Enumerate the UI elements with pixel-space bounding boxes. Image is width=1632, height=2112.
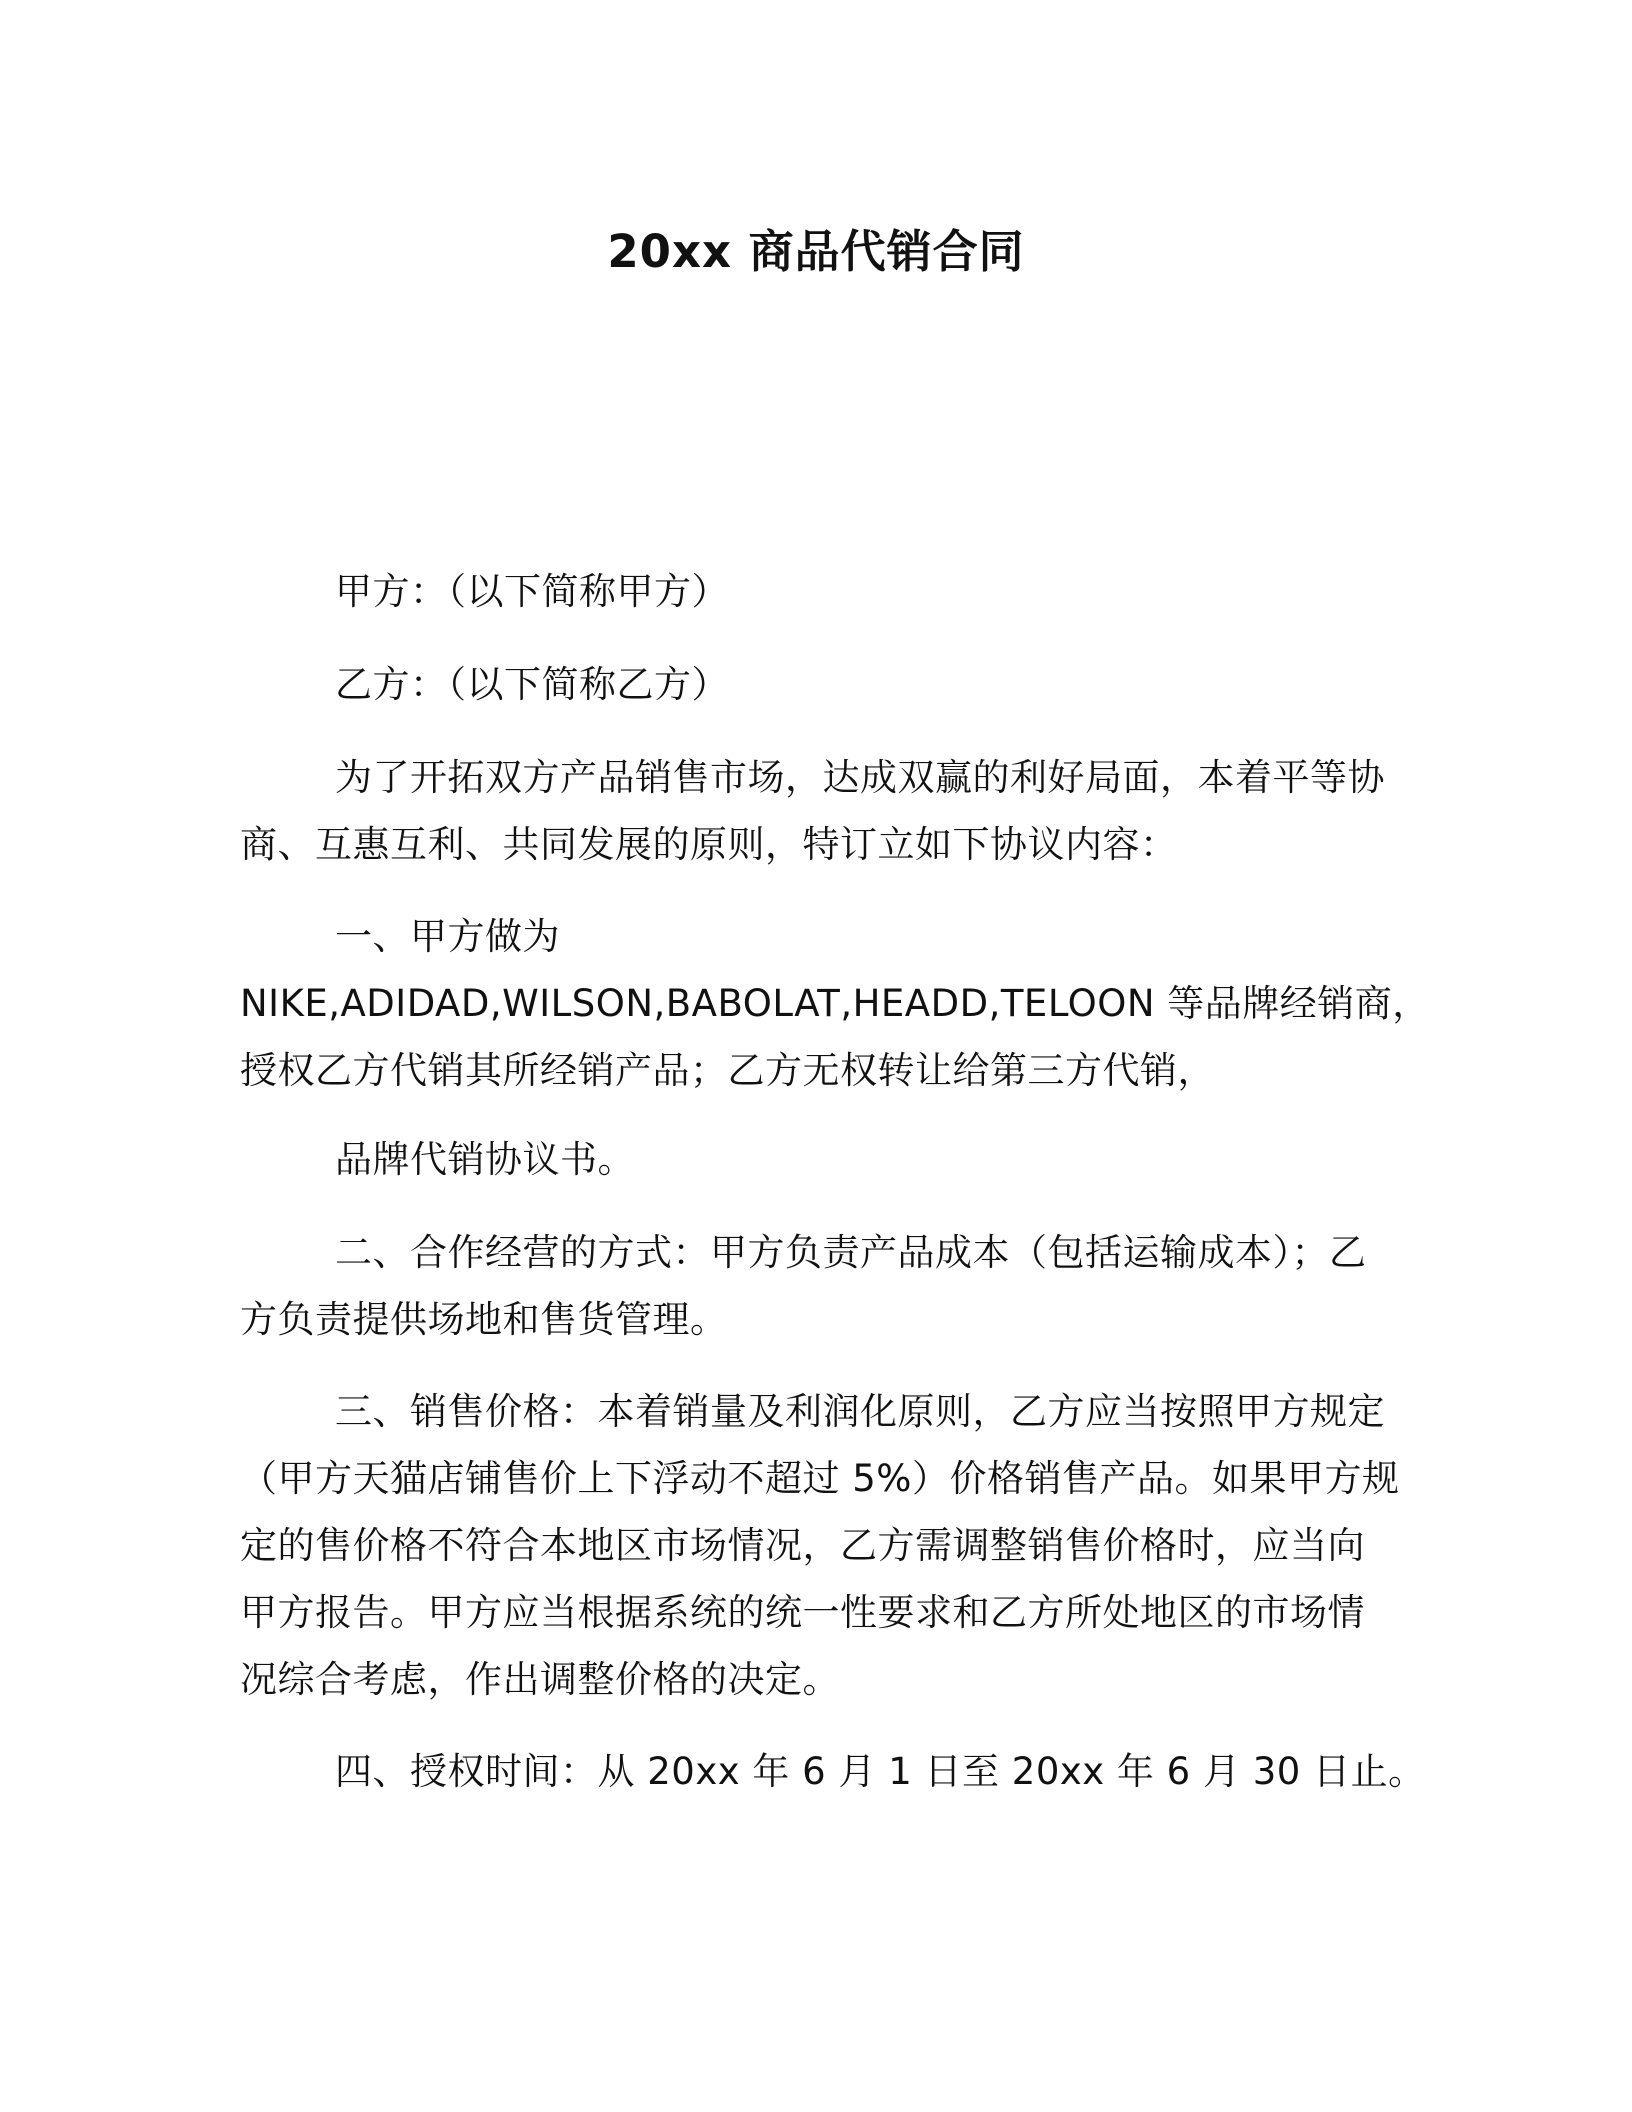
clause-1-line-3: 授权乙方代销其所经销产品；乙方无权转让给第三方代销， xyxy=(240,1049,1215,1092)
clause-4-text: 四、授权时间：从 20xx 年 6 月 1 日至 20xx 年 6 月 30 日止。 xyxy=(335,1750,1426,1793)
clause-2-line-1: 二、合作经营的方式：甲方负责产品成本（包括运输成本）；乙 xyxy=(335,1231,1367,1274)
preamble-line-2: 商、互惠互利、共同发展的原则，特订立如下协议内容： xyxy=(240,823,1178,866)
clause-3-line-5: 况综合考虑，作出调整价格的决定。 xyxy=(240,1658,840,1701)
clause-3-line-3: 定的售价格不符合本地区市场情况，乙方需调整销售价格时，应当向 xyxy=(240,1524,1365,1567)
clause-3-line-4: 甲方报告。甲方应当根据系统的统一性要求和乙方所处地区的市场情 xyxy=(240,1591,1365,1634)
party-b-text: 乙方：（以下简称乙方） xyxy=(335,663,729,706)
preamble-line-1: 为了开拓双方产品销售市场，达成双赢的利好局面，本着平等协 xyxy=(335,756,1385,799)
clause-1-line-2: NIKE,ADIDAD,WILSON,BABOLAT,HEADD,TELOON 等品牌经销商， xyxy=(240,982,1430,1025)
clause-1-tail-paragraph xyxy=(240,1126,1392,1193)
clause-3-line-1: 三、销售价格：本着销量及利润化原则，乙方应当按照甲方规定 xyxy=(335,1390,1385,1433)
party-a-line xyxy=(240,558,1392,625)
clause-1-line-1: 一、甲方做为 xyxy=(335,915,560,958)
clause-1-tail-text: 品牌代销协议书。 xyxy=(335,1138,635,1181)
party-a-text: 甲方：（以下简称甲方） xyxy=(335,570,729,613)
clause-2-paragraph xyxy=(240,1219,1392,1353)
clause-4-paragraph xyxy=(240,1738,1426,1805)
clause-3-line-2: （甲方天猫店铺售价上下浮动不超过 5%）价格销售产品。如果甲方规 xyxy=(240,1457,1400,1500)
preamble-paragraph xyxy=(240,744,1392,878)
document-title: 20xx 商品代销合同 xyxy=(607,225,1025,278)
party-b-line xyxy=(240,651,1392,718)
clause-2-line-2: 方负责提供场地和售货管理。 xyxy=(240,1298,728,1341)
clause-3-paragraph xyxy=(240,1378,1400,1713)
clause-1-paragraph xyxy=(240,903,1430,1104)
